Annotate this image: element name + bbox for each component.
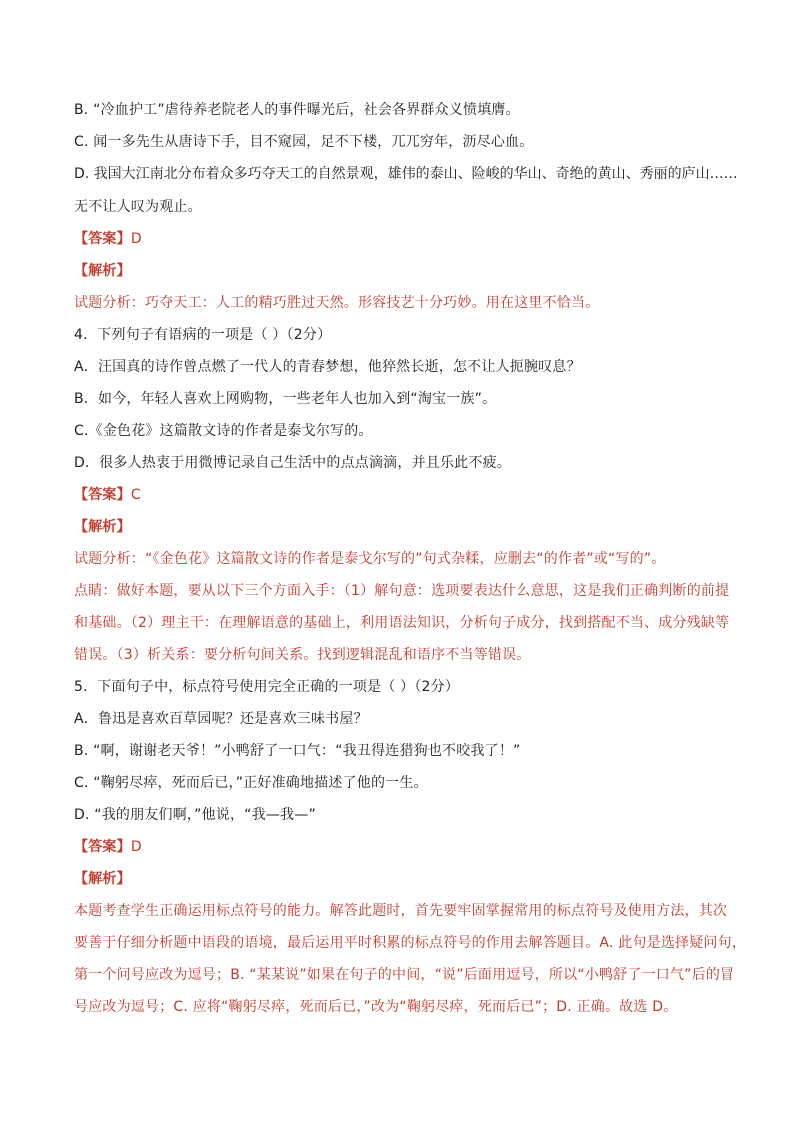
q4-tip-line1: 点睛：做好本题，要从以下三个方面入手：（1）解句意：选项要表达什么意思，这是我们正确判断的前提: [74, 583, 730, 599]
q3-option-d-line2: 无不让人叹为观止。: [74, 199, 202, 215]
q4-option-b: B．如今，年轻人喜欢上网购物，一些老年人也加入到“淘宝一族”。: [74, 391, 497, 407]
q3-answer: [74, 229, 734, 249]
q3-analysis-tag: 【解析】: [74, 263, 131, 279]
q4-tip-line2: 和基础。（2）理主干：在理解语意的基础上，利用语法知识，分析句子成分，找到搭配不当、成分残缺等: [74, 615, 730, 631]
q4-answer: [74, 485, 734, 505]
q3-option-b: B. “冷血护工”虐待养老院老人的事件曝光后，社会各界群众义愤填膺。: [74, 102, 520, 118]
q4-option-d: D．很多人热衷于用微博记录自己生活中的点点滴滴，并且乐此不疲。: [74, 455, 511, 471]
q4-tip-line3: 错误。（3）析关系：要分析句间关系。找到逻辑混乱和语序不当等错误。: [74, 647, 531, 663]
answer-tag: 【答案】: [74, 487, 131, 503]
q5-analysis-line1: 本题考查学生正确运用标点符号的能力。解答此题时，首先要牢固掌握常用的标点符号及使用方法，其次: [74, 903, 728, 919]
q3-option-d-line1: D. 我国大江南北分布着众多巧夺天工的自然景观，雄伟的泰山、险峻的华山、奇绝的黄山、秀丽的庐山……: [74, 166, 738, 182]
q5-answer: [74, 837, 734, 857]
q5-analysis-line4: 号应改为逗号；C. 应将“鞠躬尽瘁，死而后已，”改为“鞠躬尽瘁，死而后已”；D. 正确。故选 D。: [74, 999, 678, 1015]
q3-analysis-text: 试题分析：巧夺天工：人工的精巧胜过天然。形容技艺十分巧妙。用在这里不恰当。: [74, 295, 600, 311]
answer-value: D: [130, 231, 142, 247]
q5-analysis-tag: 【解析】: [74, 871, 131, 887]
answer-tag: 【答案】: [74, 231, 131, 247]
q5-option-c: C. “鞠躬尽瘁，死而后已，”正好准确地描述了他的一生。: [74, 775, 428, 791]
q4-analysis-tag: 【解析】: [74, 519, 131, 535]
q4-option-c: C.《金色花》这篇散文诗的作者是泰戈尔写的。: [74, 423, 373, 439]
answer-tag: 【答案】: [74, 839, 131, 855]
q4-stem: 4．下列句子有语病的一项是（ ）（2分）: [74, 327, 332, 343]
q4-analysis-text: 试题分析：“《金色花》这篇散文诗的作者是泰戈尔写的”句式杂糅，应删去“的作者”或“写的”。: [74, 551, 666, 567]
q5-option-d: D. “我的朋友们啊，”他说，“我—我—”: [74, 807, 316, 823]
answer-value: C: [130, 487, 141, 503]
q5-analysis-line2: 要善于仔细分析题中语段的语境，最后运用平时积累的标点符号的作用去解答题目。A. 此句是选择疑问句，: [74, 935, 747, 951]
q5-option-a: A．鲁迅是喜欢百草园呢？还是喜欢三味书屋？: [74, 711, 368, 727]
q4-option-a: A．汪国真的诗作曾点燃了一代人的青春梦想，他猝然长逝，怎不让人扼腕叹息？: [74, 359, 581, 375]
q5-analysis-line3: 第一个问号应改为逗号；B. “某某说”如果在句子的中间，“说”后面用逗号，所以“小鸭舒了一口气”后的冒: [74, 967, 735, 983]
answer-value: D: [130, 839, 142, 855]
q3-option-c: C. 闻一多先生从唐诗下手，目不窥园，足不下楼，兀兀穷年，沥尽心血。: [74, 134, 534, 150]
q5-option-b: B. “啊，谢谢老天爷！”小鸭舒了一口气：“我丑得连猎狗也不咬我了！”: [74, 743, 521, 759]
q5-stem: 5．下面句子中，标点符号使用完全正确的一项是（ ）（2分）: [74, 679, 460, 695]
